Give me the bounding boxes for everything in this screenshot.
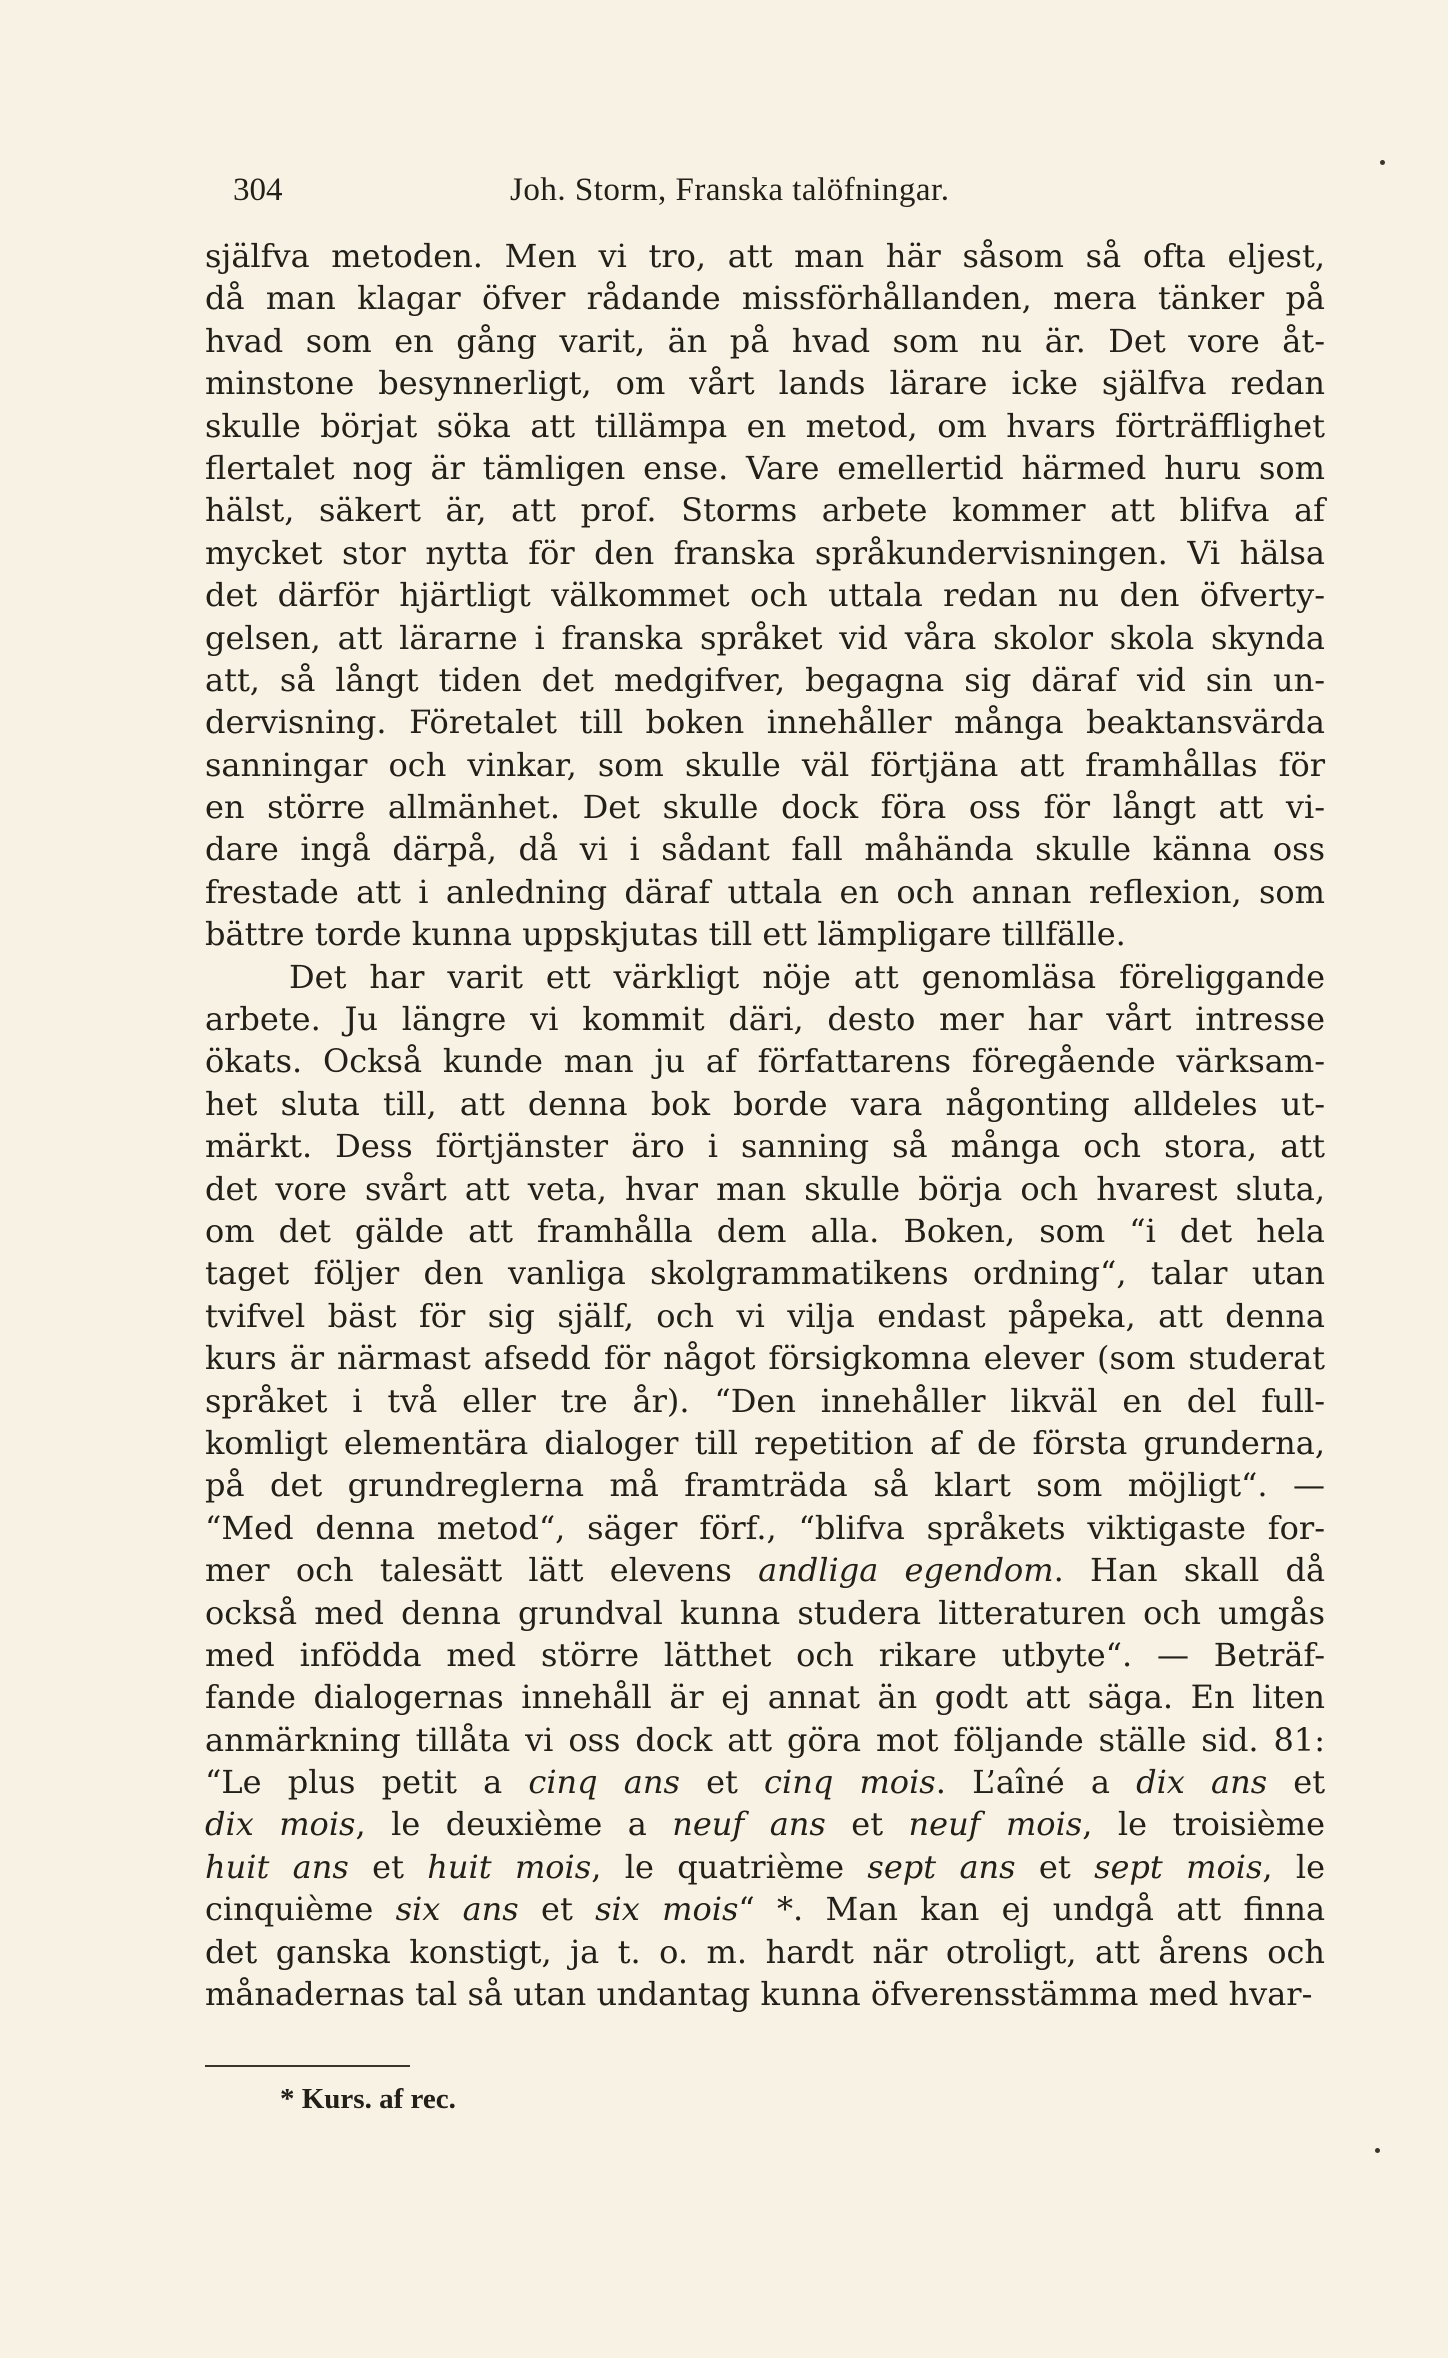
text-line — [205, 1168, 1325, 1210]
text-line — [205, 532, 1325, 574]
text-segment: , le troisième — [1082, 1805, 1326, 1844]
text-line — [205, 1380, 1325, 1422]
text-segment: “Le plus petit a — [205, 1763, 529, 1802]
text-line — [205, 1083, 1325, 1125]
text-segment: ökats. Också kunde man ju af författarens föregående värksam- — [205, 1042, 1325, 1081]
italic-segment: sept ans — [867, 1847, 1016, 1886]
text-segment: , le — [1262, 1847, 1326, 1886]
text-line — [205, 1040, 1325, 1082]
text-segment: dare ingå därpå, då vi i sådant fall måhända skulle känna oss — [205, 830, 1325, 869]
page-speck — [1375, 2148, 1380, 2153]
text-segment: het sluta till, att denna bok borde vara någonting alldeles ut- — [205, 1084, 1325, 1123]
italic-segment: dix ans — [1136, 1763, 1268, 1802]
text-line — [205, 1210, 1325, 1252]
text-segment: språket i två eller tre år). “Den innehåller likväl en del full- — [205, 1381, 1325, 1420]
text-line — [205, 1888, 1325, 1930]
italic-segment: neuf mois — [908, 1805, 1083, 1844]
text-segment: . Han skall då — [1053, 1551, 1326, 1590]
text-segment: också med denna grundval kunna studera litteraturen och umgås — [205, 1593, 1325, 1632]
text-line — [205, 1761, 1325, 1803]
text-line — [205, 871, 1325, 913]
text-line — [205, 1931, 1325, 1973]
text-segment: skulle börjat söka att tillämpa en metod, om hvars förträfflighet — [205, 406, 1325, 445]
text-line — [205, 1507, 1325, 1549]
italic-segment: six ans — [395, 1890, 519, 1929]
text-segment: Det har varit ett värkligt nöje att genomläsa föreliggande — [289, 957, 1325, 996]
text-line — [205, 1252, 1325, 1294]
text-segment: om det gälde att framhålla dem alla. Boken, som “i det hela — [205, 1211, 1325, 1250]
text-line — [205, 659, 1325, 701]
text-segment: mycket stor nytta för den franska språkundervisningen. Vi hälsa — [205, 533, 1325, 572]
text-segment: “Med denna metod“, säger förf., “blifva språkets viktigaste for- — [205, 1508, 1325, 1547]
text-line — [205, 617, 1325, 659]
text-line — [205, 828, 1325, 870]
text-segment: mer och talesätt lätt elevens — [205, 1551, 759, 1590]
text-line — [205, 1337, 1325, 1379]
text-line — [205, 1422, 1325, 1464]
text-segment: en större allmänhet. Det skulle dock föra oss för långt att vi- — [205, 788, 1325, 827]
text-line — [205, 277, 1325, 319]
text-segment: frestade att i anledning däraf uttala en och annan reflexion, som — [205, 872, 1325, 911]
text-segment: månadernas tal så utan undantag kunna öfverensstämma med hvar- — [205, 1975, 1313, 2014]
text-segment: “ *. Man kan ej undgå att finna — [738, 1890, 1326, 1929]
text-line — [205, 956, 1325, 998]
footnote: * Kurs. af rec. — [280, 2083, 456, 2115]
text-segment: med infödda med större lätthet och rikare utbyte“. — Beträf- — [205, 1635, 1325, 1674]
text-segment: anmärkning tillåta vi oss dock att göra mot följande ställe sid. 81: — [205, 1720, 1325, 1759]
text-line — [205, 235, 1325, 277]
text-segment: tvifvel bäst för sig själf, och vi vilja endast påpeka, att denna — [205, 1296, 1325, 1335]
text-line — [205, 1846, 1325, 1888]
text-segment: et — [518, 1890, 596, 1929]
text-segment: , le deuxième a — [355, 1805, 673, 1844]
text-segment: flertalet nog är tämligen ense. Vare emellertid härmed huru som — [205, 448, 1325, 487]
text-segment: på det grundreglerna må framträda så klart som möjligt“. — — [205, 1466, 1325, 1505]
italic-segment: huit ans — [205, 1847, 349, 1886]
page-speck — [1380, 160, 1385, 165]
text-line — [205, 362, 1325, 404]
text-segment: minstone besynnerligt, om vårt lands lärare icke själfva redan — [205, 364, 1325, 403]
text-segment: et — [348, 1847, 428, 1886]
text-line — [205, 447, 1325, 489]
text-segment: hvad som en gång varit, än på hvad som nu är. Det vore åt- — [205, 321, 1325, 360]
body-text — [205, 235, 1325, 2015]
text-segment: sanningar och vinkar, som skulle väl förtjäna att framhållas för — [205, 745, 1325, 784]
text-line — [205, 913, 1325, 955]
text-segment: et — [1267, 1763, 1326, 1802]
italic-segment: cinq mois — [764, 1763, 936, 1802]
text-segment: . L’aîné a — [935, 1763, 1137, 1802]
text-line — [205, 1634, 1325, 1676]
text-line — [205, 701, 1325, 743]
text-segment: , le quatrième — [591, 1847, 868, 1886]
running-head: Joh. Storm, Franska talöfningar. — [510, 172, 950, 208]
text-segment: et — [679, 1763, 765, 1802]
text-line — [205, 320, 1325, 362]
text-segment: gelsen, att lärarne i franska språket vid våra skolor skola skynda — [205, 618, 1325, 657]
text-segment: taget följer den vanliga skolgrammatikens ordning“, talar utan — [205, 1254, 1325, 1293]
text-line — [205, 1295, 1325, 1337]
italic-segment: dix mois — [205, 1805, 356, 1844]
text-segment: et — [1015, 1847, 1095, 1886]
text-segment: själfva metoden. Men vi tro, att man här såsom så ofta eljest, — [205, 237, 1325, 275]
italic-segment: andliga egendom — [758, 1551, 1054, 1590]
text-segment: fande dialogernas innehåll är ej annat än godt att säga. En liten — [205, 1678, 1325, 1717]
text-line — [205, 405, 1325, 447]
text-segment: komligt elementära dialoger till repetition af de första grunderna, — [205, 1423, 1325, 1462]
text-line — [205, 1803, 1325, 1845]
text-line — [205, 489, 1325, 531]
text-line — [205, 1973, 1325, 2015]
text-line — [205, 1719, 1325, 1761]
page-header — [205, 172, 1325, 222]
text-line — [205, 998, 1325, 1040]
text-line — [205, 1549, 1325, 1591]
text-segment: då man klagar öfver rådande missförhållanden, mera tänker på — [205, 279, 1325, 318]
text-line — [205, 786, 1325, 828]
text-line — [205, 744, 1325, 786]
text-segment: cinquième — [205, 1890, 396, 1929]
text-segment: bättre torde kunna uppskjutas till ett lämpligare tillfälle. — [205, 915, 1126, 954]
footnote-rule — [205, 2065, 410, 2067]
text-segment: arbete. Ju längre vi kommit däri, desto mer har vårt intresse — [205, 1000, 1325, 1039]
text-segment: det vore svårt att veta, hvar man skulle börja och hvarest sluta, — [205, 1169, 1325, 1208]
italic-segment: cinq ans — [528, 1763, 680, 1802]
text-line — [205, 1676, 1325, 1718]
page-number: 304 — [233, 172, 283, 208]
text-line — [205, 1592, 1325, 1634]
text-segment: kurs är närmast afsedd för något försigkomna elever (som studerat — [205, 1339, 1325, 1378]
text-segment: dervisning. Företalet till boken innehåller många beaktansvärda — [205, 703, 1325, 742]
italic-segment: sept mois — [1094, 1847, 1263, 1886]
italic-segment: huit mois — [427, 1847, 592, 1886]
text-line — [205, 1464, 1325, 1506]
text-line — [205, 1125, 1325, 1167]
text-segment: det ganska konstigt, ja t. o. m. hardt när otroligt, att årens och — [205, 1932, 1325, 1971]
italic-segment: six mois — [595, 1890, 739, 1929]
text-segment: att, så långt tiden det medgifver, begagna sig däraf vid sin un- — [205, 660, 1325, 699]
italic-segment: neuf ans — [672, 1805, 826, 1844]
text-segment: märkt. Dess förtjänster äro i sanning så många och stora, att — [205, 1127, 1325, 1166]
text-line — [205, 574, 1325, 616]
text-segment: hälst, säkert är, att prof. Storms arbete kommer att blifva af — [205, 491, 1325, 530]
text-segment: et — [825, 1805, 909, 1844]
text-segment: det därför hjärtligt välkommet och uttala redan nu den öfverty- — [205, 576, 1325, 615]
